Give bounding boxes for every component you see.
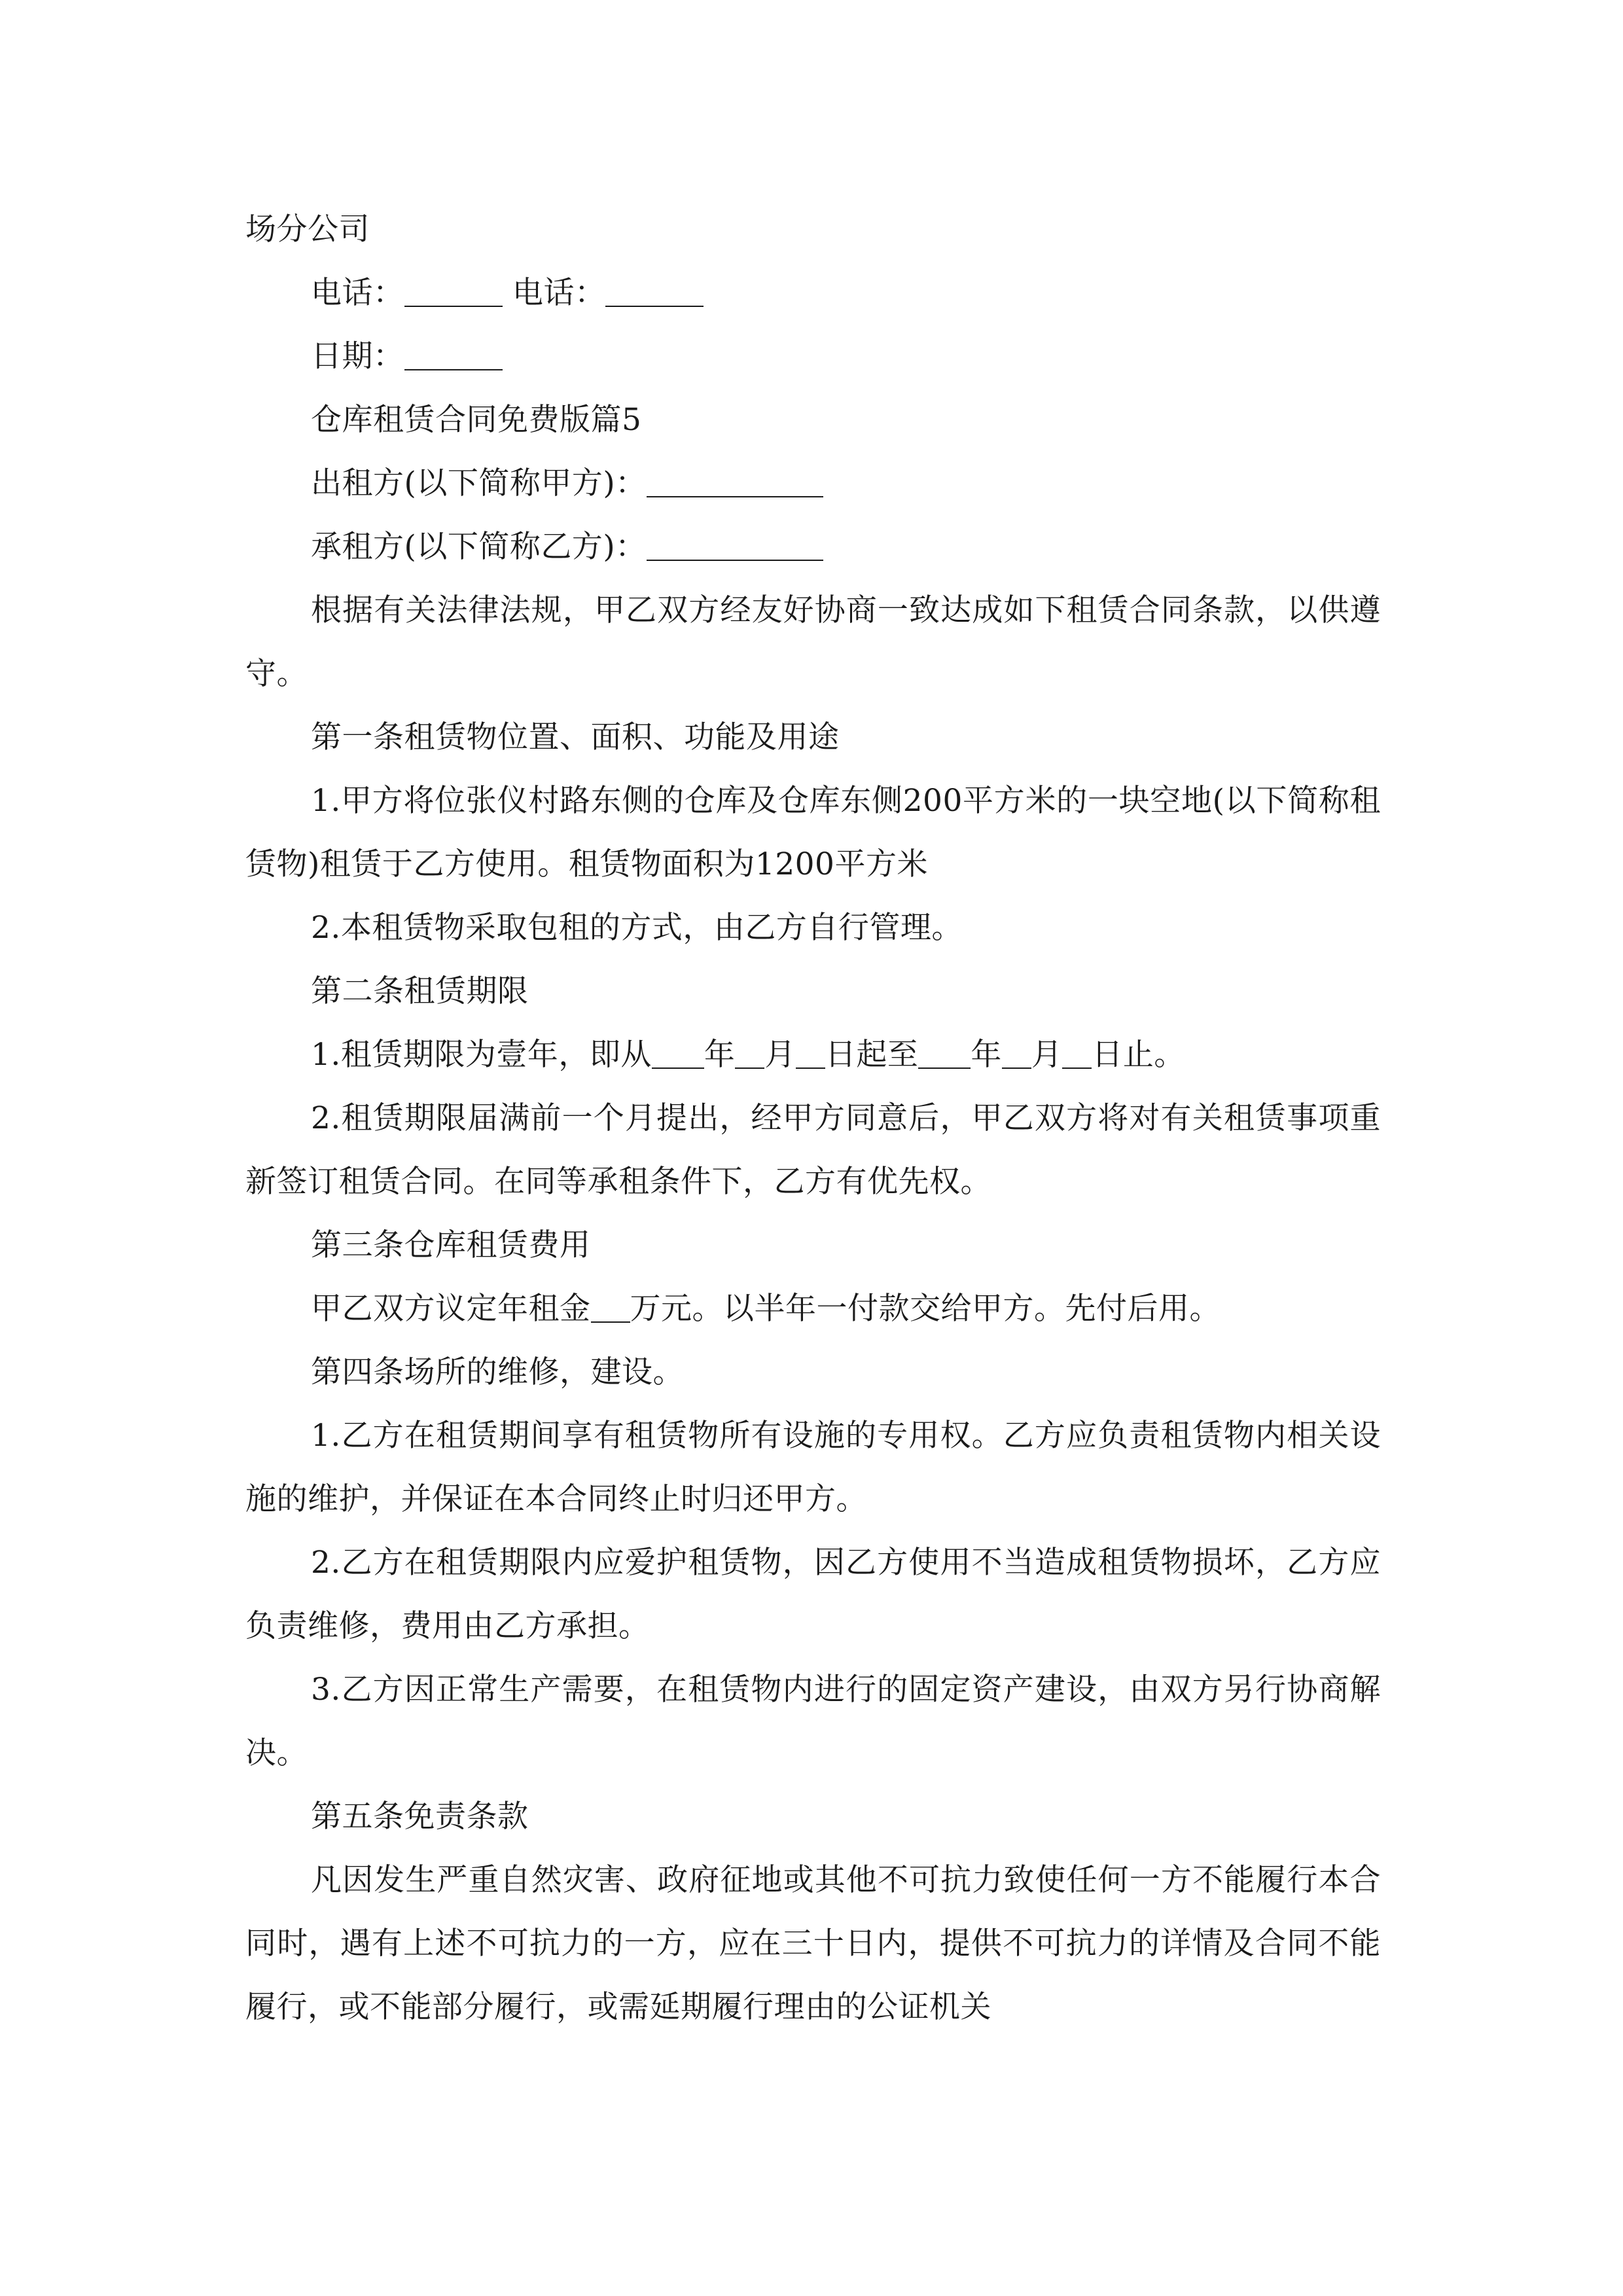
term-text-f: 月 [1031,1037,1063,1073]
date-label: 日期： [311,338,404,374]
end-year-blank [918,1035,971,1069]
date-blank [404,337,503,370]
term-text-e: 年 [971,1037,1002,1073]
lessee-label: 承租方(以下简称乙方)： [311,529,647,565]
lessor-label: 出租方(以下简称甲方)： [311,465,647,501]
article-4-item-1: 1.乙方在租赁期间享有租赁物所有设施的专用权。乙方应负责租赁物内相关设施的维护，并保证在本合同终止时归还甲方。 [245,1418,1381,1517]
phone-blank-b [605,274,704,307]
article-4-item-3: 3.乙方因正常生产需要，在租赁物内进行的固定资产建设，由双方另行协商解决。 [245,1672,1381,1771]
start-year-blank [652,1035,704,1069]
phone-blank-a [404,274,503,307]
term-text-c: 月 [764,1037,796,1073]
article-1-item-1: 1.甲方将位张仪村路东侧的仓库及仓库东侧200平方米的一块空地(以下简称租赁物)租赁于乙方使用。租赁物面积为1200平方米 [245,783,1381,882]
phone-label-b: 电话： [502,275,606,311]
article-5-heading: 第五条免责条款 [311,1799,529,1835]
term-text-a: 1.租赁期限为壹年，即从 [311,1037,652,1073]
preamble-paragraph: 根据有关法律法规，甲乙双方经友好协商一致达成如下租赁合同条款，以供遵守。 [245,592,1381,692]
article-4-heading: 第四条场所的维修，建设。 [311,1354,684,1390]
rent-text-a: 甲乙双方议定年租金 [311,1291,591,1327]
rent-amount-blank [591,1289,630,1323]
term-text-g: 日止。 [1092,1037,1185,1073]
end-month-blank [1002,1035,1031,1069]
article-5-body: 凡因发生严重自然灾害、政府征地或其他不可抗力致使任何一方不能履行本合同时，遇有上述不可抗力的一方，应在三十日内，提供不可抗力的详情及合同不能履行，或不能部分履行，或需延期履行理由的公证机关 [245,1862,1381,2025]
article-1-item-2: 2.本租赁物采取包租的方式，由乙方自行管理。 [311,910,963,946]
lessor-blank [647,464,823,497]
lessee-line [245,515,1381,579]
article-2-item-2: 2.租赁期限届满前一个月提出，经甲方同意后，甲乙双方将对有关租赁事项重新签订租赁合同。在同等承租条件下，乙方有优先权。 [245,1100,1381,1200]
article-3-heading: 第三条仓库租赁费用 [311,1227,591,1263]
section-title: 仓库租赁合同免费版篇5 [311,402,642,438]
start-day-blank [796,1035,825,1069]
phone-line [245,261,1381,325]
phone-label-a: 电话： [311,275,404,311]
term-text-b: 年 [704,1037,736,1073]
article-1-heading: 第一条租赁物位置、面积、功能及用途 [311,719,840,755]
article-2-heading: 第二条租赁期限 [311,973,529,1009]
company-name-fragment: 场分公司 [245,211,370,247]
date-line [245,325,1381,388]
term-text-d: 日起至 [825,1037,919,1073]
article-4-item-2: 2.乙方在租赁期限内应爱护租赁物，因乙方使用不当造成租赁物损坏，乙方应负责维修，费用由乙方承担。 [245,1545,1381,1644]
lessor-line [245,452,1381,515]
article-2-item-1 [245,1023,1381,1086]
lessee-blank [647,528,823,561]
rent-text-b: 万元。以半年一付款交给甲方。先付后用。 [630,1291,1221,1327]
article-3-body [245,1277,1381,1340]
start-month-blank [735,1035,764,1069]
end-day-blank [1062,1035,1092,1069]
document-body [245,198,1381,2039]
